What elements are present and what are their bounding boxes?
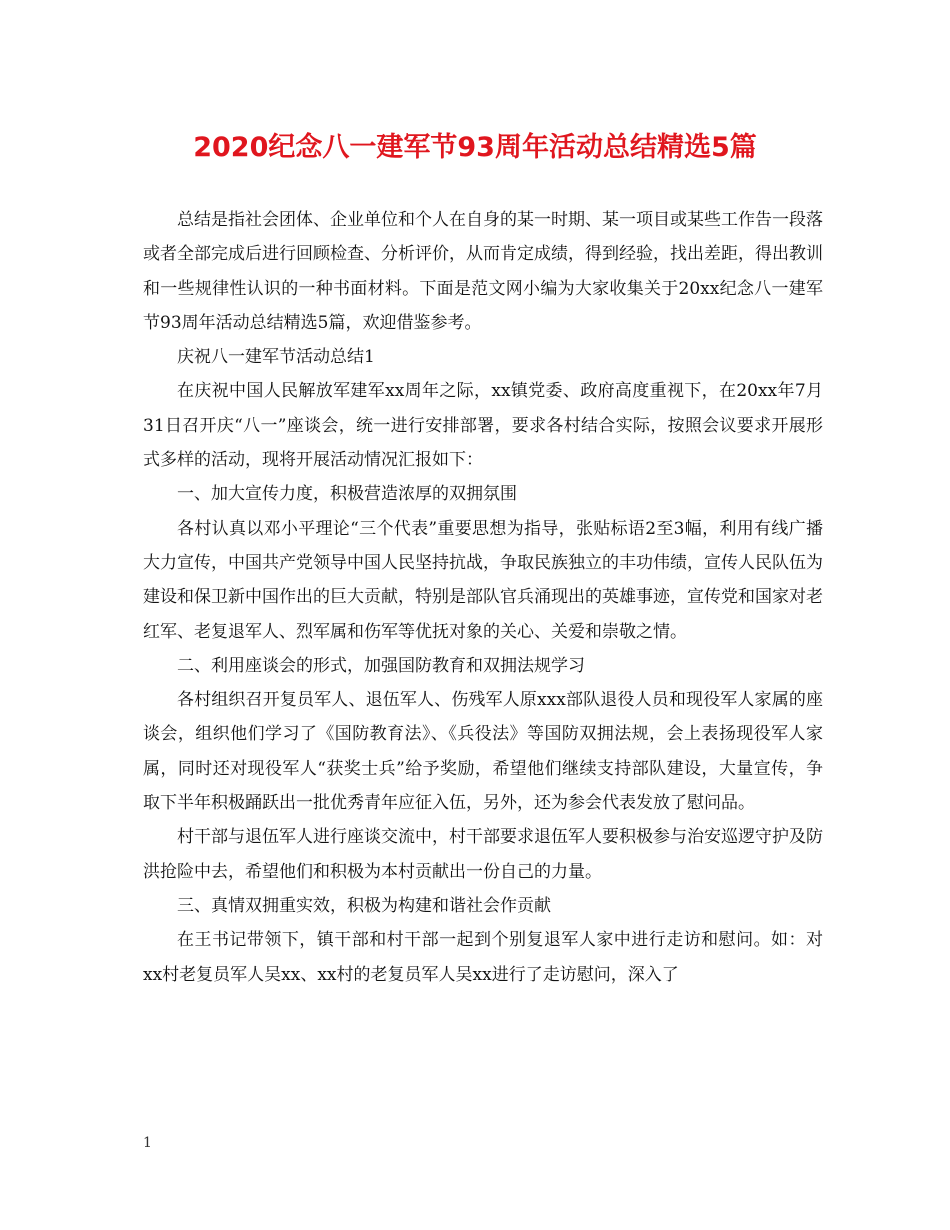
- body-paragraph: 在庆祝中国人民解放军建军xx周年之际，xx镇党委、政府高度重视下，在20xx年7月31日召开庆“八一”座谈会，统一进行安排部署，要求各村结合实际，按照会议要求开展形式多样的活动，现将开展活动情况汇报如下：: [143, 381, 823, 471]
- document-body: [143, 203, 823, 992]
- document-title: 2020纪念八一建军节93周年活动总结精选5篇: [193, 132, 757, 163]
- body-paragraph: 在王书记带领下，镇干部和村干部一起到个别复退军人家中进行走访和慰问。如：对xx村老复员军人吴xx、xx村的老复员军人吴xx进行了走访慰问，深入了: [143, 930, 823, 985]
- intro-paragraph: 总结是指社会团体、企业单位和个人在自身的某一时期、某一项目或某些工作告一段落或者全部完成后进行回顾检查、分析评价，从而肯定成绩，得到经验，找出差距，得出教训和一些规律性认识的一种书面材料。下面是范文网小编为大家收集关于20xx纪念八一建军节93周年活动总结精选5篇，欢迎借鉴参考。: [143, 210, 823, 333]
- section-heading-three: 三、真情双拥重实效，积极为构建和谐社会作贡献: [177, 895, 551, 916]
- body-paragraph: 村干部与退伍军人进行座谈交流中，村干部要求退伍军人要积极参与治安巡逻守护及防洪抢险中去，希望他们和积极为本村贡献出一份自己的力量。: [143, 827, 823, 882]
- section-heading-two: 二、利用座谈会的形式，加强国防教育和双拥法规学习: [177, 655, 585, 676]
- body-paragraph: 各村认真以邓小平理论“三个代表”重要思想为指导，张贴标语2至3幅，利用有线广播大力宣传，中国共产党领导中国人民坚持抗战，争取民族独立的丰功伟绩，宣传人民队伍为建设和保卫新中国作出的巨大贡献，特别是部队官兵涌现出的英雄事迹，宣传党和国家对老红军、老复退军人、烈军属和伤军等优抚对象的关心、关爱和崇敬之情。: [143, 518, 823, 642]
- page-number: 1: [143, 1135, 152, 1151]
- body-paragraph: 各村组织召开复员军人、退伍军人、伤残军人原xxx部队退役人员和现役军人家属的座谈会，组织他们学习了《国防教育法》、《兵役法》等国防双拥法规，会上表扬现役军人家属，同时还对现役军人“获奖士兵”给予奖励，希望他们继续支持部队建设，大量宣传，争取下半年积极踊跃出一批优秀青年应征入伍，另外，还为参会代表发放了慰问品。: [143, 690, 823, 814]
- section-heading-summary-1: 庆祝八一建军节活动总结1: [177, 347, 375, 368]
- section-heading-one: 一、加大宣传力度，积极营造浓厚的双拥氛围: [177, 484, 517, 505]
